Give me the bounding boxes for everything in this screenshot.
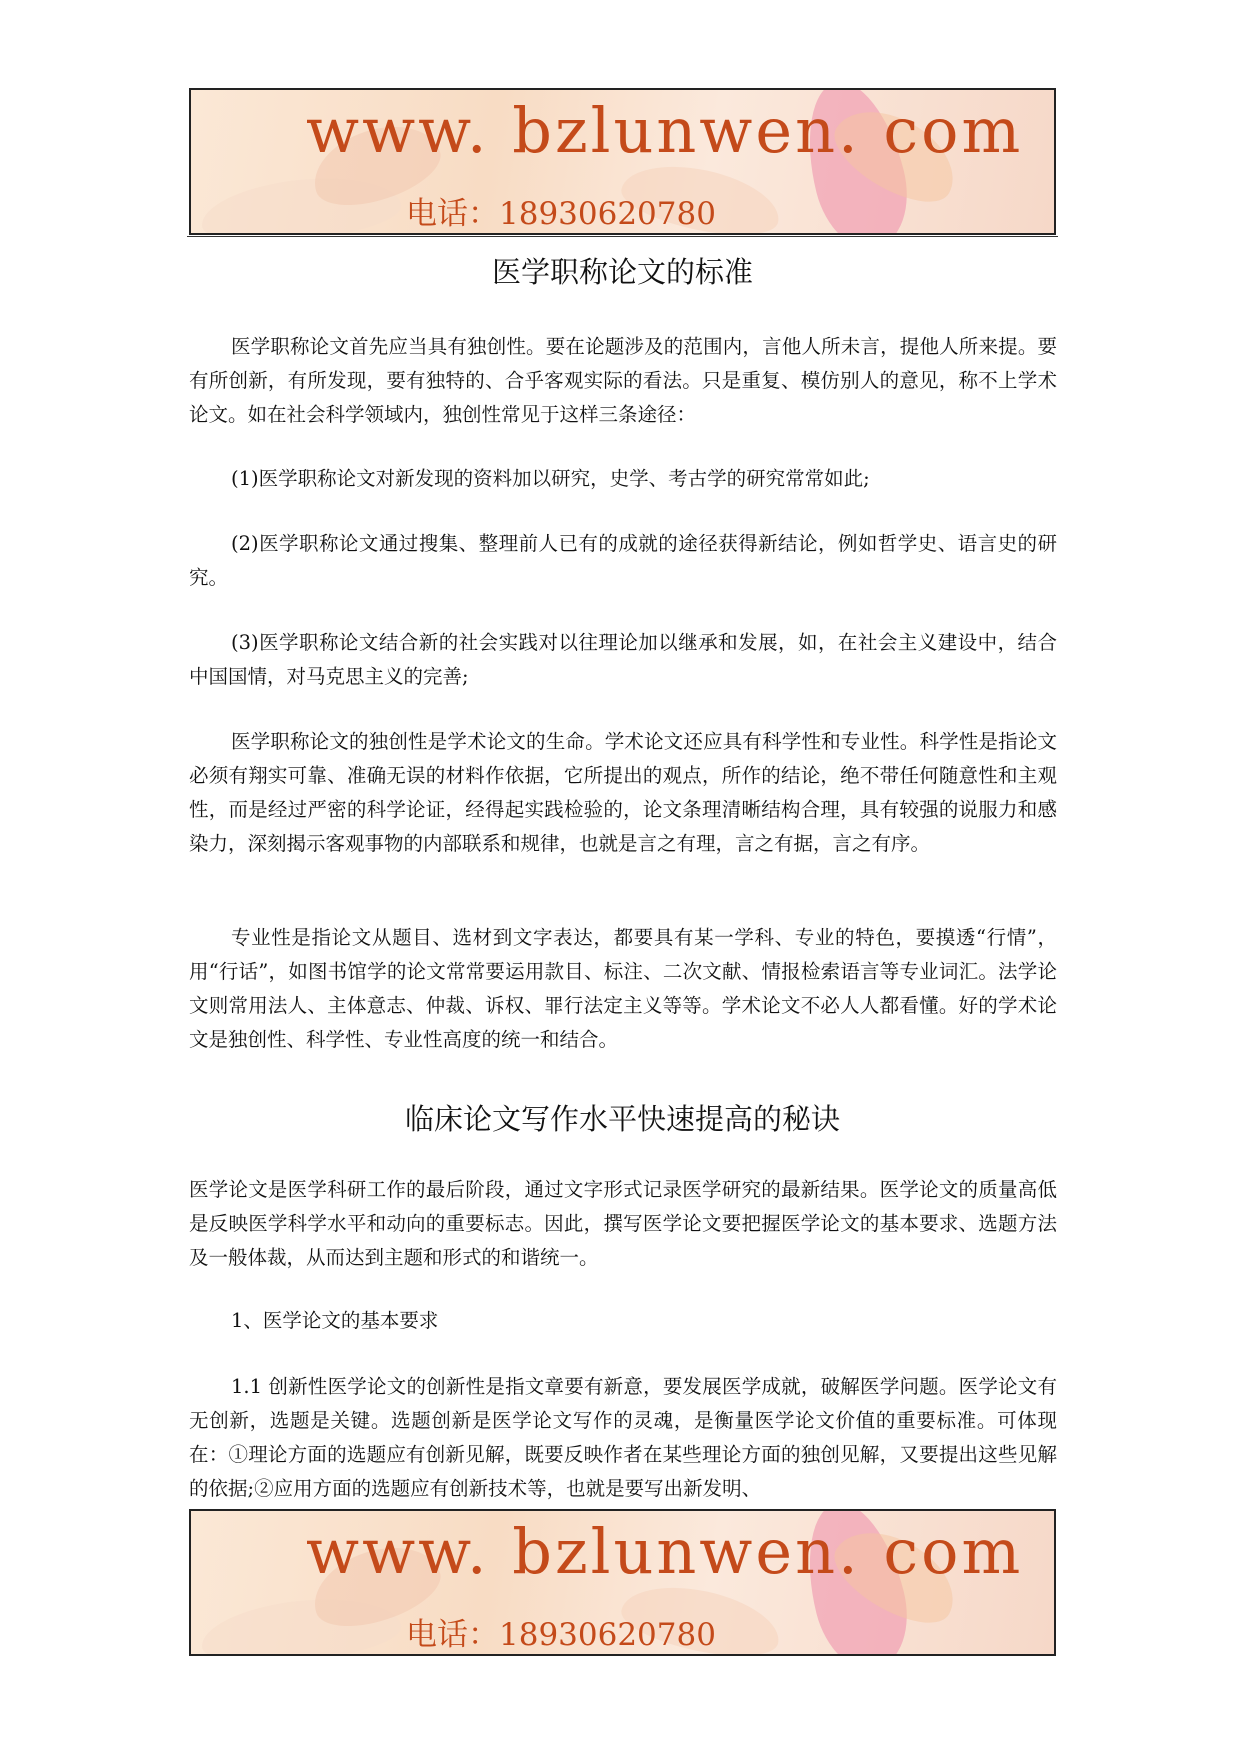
banner-site-url: www. bzlunwen. com [306,1515,1024,1588]
section1-paragraph-1: 医学职称论文首先应当具有独创性。要在论题涉及的范围内，言他人所未言，提他人所来提。要有所创新，有所发现，要有独特的、合乎客观实际的看法。只是重复、模仿别人的意见，称不上学术论文。如在社会科学领域内，独创性常见于这样三条途径： [189,335,1057,426]
section2-paragraph-2: 1.1 创新性医学论文的创新性是指文章要有新意，要发展医学成就，破解医学问题。医学论文有无创新，选题是关键。选题创新是医学论文写作的灵魂，是衡量医学论文价值的重要标准。可体现在：①理论方面的选题应有创新见解，既要反映作者在某些理论方面的独创见解，又要提出这些见解的依据;②应用方面的选题应有创新技术等，也就是要写出新发明、 [189,1375,1057,1500]
footer-banner [189,1509,1056,1656]
section2-paragraph-1: 医学论文是医学科研工作的最后阶段，通过文字形式记录医学研究的最新结果。医学论文的质量高低是反映医学科学水平和动向的重要标志。因此，撰写医学论文要把握医学论文的基本要求、选题方法及一般体裁，从而达到主题和形式的和谐统一。 [189,1178,1057,1269]
section2-heading-1: 1、医学论文的基本要求 [231,1309,439,1332]
section1-paragraph-5: 医学职称论文的独创性是学术论文的生命。学术论文还应具有科学性和专业性。科学性是指论文必须有翔实可靠、准确无误的材料作依据，它所提出的观点，所作的结论，绝不带任何随意性和主观性，而是经过严密的科学论证，经得起实践检验的，论文条理清晰结构合理，具有较强的说服力和感染力，深刻揭示客观事物的内部联系和规律，也就是言之有理，言之有据，言之有序。 [189,730,1057,855]
section1-paragraph-2: (1)医学职称论文对新发现的资料加以研究，史学、考古学的研究常常如此; [231,467,870,490]
header-banner [189,88,1056,235]
section1-paragraph-4: (3)医学职称论文结合新的社会实践对以往理论加以继承和发展，如，在社会主义建设中，结合中国国情，对马克思主义的完善; [189,631,1057,688]
banner-phone: 电话：18930620780 [406,196,716,232]
section2-title: 临床论文写作水平快速提高的秘诀 [404,1102,840,1136]
banner-site-url: www. bzlunwen. com [306,94,1024,167]
section1-title: 医学职称论文的标准 [491,255,753,289]
header-rule [187,236,1058,237]
section1-paragraph-6: 专业性是指论文从题目、选材到文字表达，都要具有某一学科、专业的特色，要摸透“行情”，用“行话”，如图书馆学的论文常常要运用款目、标注、二次文献、情报检索语言等专业词汇。法学论文则常用法人、主体意志、仲裁、诉权、罪行法定主义等等。学术论文不必人人都看懂。好的学术论文是独创性、科学性、专业性高度的统一和结合。 [189,926,1057,1051]
section1-paragraph-3: (2)医学职称论文通过搜集、整理前人已有的成就的途径获得新结论，例如哲学史、语言史的研究。 [189,532,1057,589]
banner-phone: 电话：18930620780 [406,1617,716,1653]
